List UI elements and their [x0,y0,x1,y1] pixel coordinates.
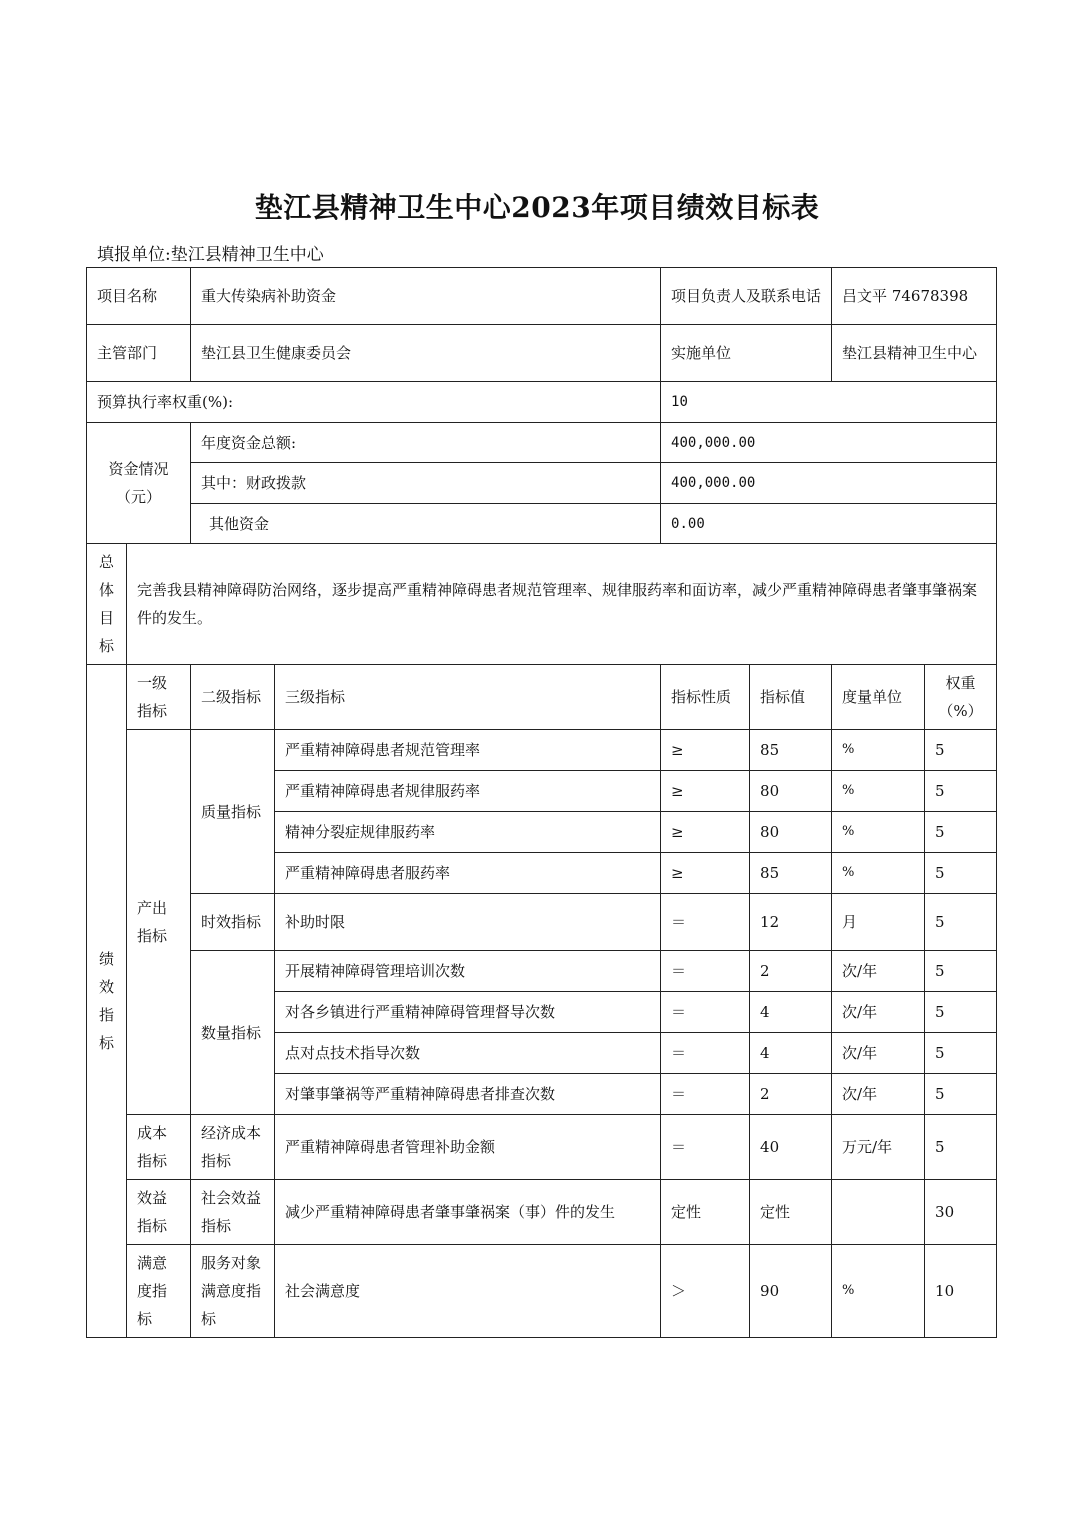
row-name: 补助时限 [275,894,661,951]
row-value: 12 [750,894,832,951]
project-name-row [87,268,997,325]
table-row [87,951,997,992]
row-name: 社会满意度 [275,1245,661,1338]
row-weight: 30 [925,1180,997,1245]
group-output: 产出指标 [127,730,191,1115]
row-weight: 5 [925,1033,997,1074]
project-name-label: 项目名称 [87,268,191,325]
table-row [87,730,997,771]
funds-fiscal-label: 其中：财政拨款 [191,463,661,504]
group-quality: 质量指标 [191,730,275,894]
row-nature: 定性 [661,1180,750,1245]
group-benefit: 效益指标 [127,1180,191,1245]
budget-row [87,382,997,423]
row-nature: ≥ [661,730,750,771]
row-value: 85 [750,853,832,894]
group-service-satisfaction: 服务对象满意度指标 [191,1245,275,1338]
row-name: 开展精神障碍管理培训次数 [275,951,661,992]
row-unit: % [832,730,925,771]
group-econ-cost: 经济成本指标 [191,1115,275,1180]
row-weight: 5 [925,951,997,992]
table-row [87,1245,997,1338]
row-name: 严重精神障碍患者规范管理率 [275,730,661,771]
row-unit: 次/年 [832,992,925,1033]
row-nature: ＝ [661,894,750,951]
row-value: 80 [750,812,832,853]
row-weight: 5 [925,1074,997,1115]
row-unit: 月 [832,894,925,951]
row-value: 4 [750,992,832,1033]
funds-other-value: 0.00 [661,504,997,544]
impl-value: 垫江县精神卫生中心 [832,325,997,382]
row-name: 减少严重精神障碍患者肇事肇祸案（事）件的发生 [275,1180,661,1245]
row-value: 40 [750,1115,832,1180]
contact-label: 项目负责人及联系电话 [661,268,832,325]
row-value: 定性 [750,1180,832,1245]
header-value: 指标值 [750,665,832,730]
row-unit [832,1180,925,1245]
contact-value: 吕文平 74678398 [832,268,997,325]
row-name: 精神分裂症规律服药率 [275,812,661,853]
reporting-unit: 填报单位:垫江县精神卫生中心 [97,245,324,265]
performance-table [86,267,997,1338]
row-value: 80 [750,771,832,812]
dept-value: 垫江县卫生健康委员会 [191,325,661,382]
header-level3: 三级指标 [275,665,661,730]
row-value: 2 [750,1074,832,1115]
row-nature: ≥ [661,812,750,853]
funds-fiscal-value: 400,000.00 [661,463,997,504]
header-level2: 二级指标 [191,665,275,730]
row-weight: 5 [925,771,997,812]
row-value: 4 [750,1033,832,1074]
row-weight: 5 [925,812,997,853]
row-nature: ≥ [661,771,750,812]
indicators-side-cell [87,665,127,1338]
row-nature: ≥ [661,853,750,894]
budget-value: 10 [661,382,997,423]
funds-total-value: 400,000.00 [661,423,997,463]
row-unit: % [832,853,925,894]
row-nature: ＝ [661,1115,750,1180]
row-name: 对肇事肇祸等严重精神障碍患者排查次数 [275,1074,661,1115]
table-row [87,1115,997,1180]
funds-total-row [87,423,997,463]
indicators-side-label: 绩效指标 [98,950,114,1052]
group-satisfaction: 满意度指标 [127,1245,191,1338]
row-name: 严重精神障碍患者规律服药率 [275,771,661,812]
header-nature: 指标性质 [661,665,750,730]
project-name-value: 重大传染病补助资金 [191,268,661,325]
row-nature: ＞ [661,1245,750,1338]
row-unit: % [832,812,925,853]
row-unit: % [832,1245,925,1338]
row-name: 严重精神障碍患者管理补助金额 [275,1115,661,1180]
department-row [87,325,997,382]
row-nature: ＝ [661,1033,750,1074]
row-weight: 5 [925,894,997,951]
row-unit: 次/年 [832,1033,925,1074]
row-weight: 5 [925,853,997,894]
row-unit: 次/年 [832,1074,925,1115]
row-unit: 万元/年 [832,1115,925,1180]
group-social-benefit: 社会效益指标 [191,1180,275,1245]
header-weight: 权重（%） [925,665,997,730]
row-nature: ＝ [661,1074,750,1115]
row-value: 85 [750,730,832,771]
budget-label: 预算执行率权重(%): [87,382,661,423]
page-title: 垫江县精神卫生中心2023年项目绩效目标表 [254,191,820,224]
funds-other-row [87,504,997,544]
group-time: 时效指标 [191,894,275,951]
funds-other-label: 其他资金 [191,504,661,544]
funds-label: 资金情况（元） [87,423,191,544]
row-nature: ＝ [661,951,750,992]
goal-label: 总体目标 [98,553,114,655]
row-unit: 次/年 [832,951,925,992]
table-row [87,1180,997,1245]
goal-text: 完善我县精神障碍防治网络，逐步提高严重精神障碍患者规范管理率、规律服药率和面访率，减少严重精神障碍患者肇事肇祸案件的发生。 [127,544,997,665]
header-unit: 度量单位 [832,665,925,730]
group-cost: 成本指标 [127,1115,191,1180]
goal-row [87,544,997,665]
funds-total-label: 年度资金总额: [191,423,661,463]
row-weight: 10 [925,1245,997,1338]
row-value: 2 [750,951,832,992]
indicator-header-row [87,665,997,730]
row-weight: 5 [925,730,997,771]
dept-label: 主管部门 [87,325,191,382]
table-row [87,894,997,951]
row-weight: 5 [925,1115,997,1180]
impl-label: 实施单位 [661,325,832,382]
row-name: 点对点技术指导次数 [275,1033,661,1074]
header-level1: 一级指标 [127,665,191,730]
row-weight: 5 [925,992,997,1033]
row-nature: ＝ [661,992,750,1033]
group-quantity: 数量指标 [191,951,275,1115]
row-unit: % [832,771,925,812]
goal-label-cell [87,544,127,665]
row-name: 严重精神障碍患者服药率 [275,853,661,894]
row-name: 对各乡镇进行严重精神障碍管理督导次数 [275,992,661,1033]
funds-fiscal-row [87,463,997,504]
row-value: 90 [750,1245,832,1338]
